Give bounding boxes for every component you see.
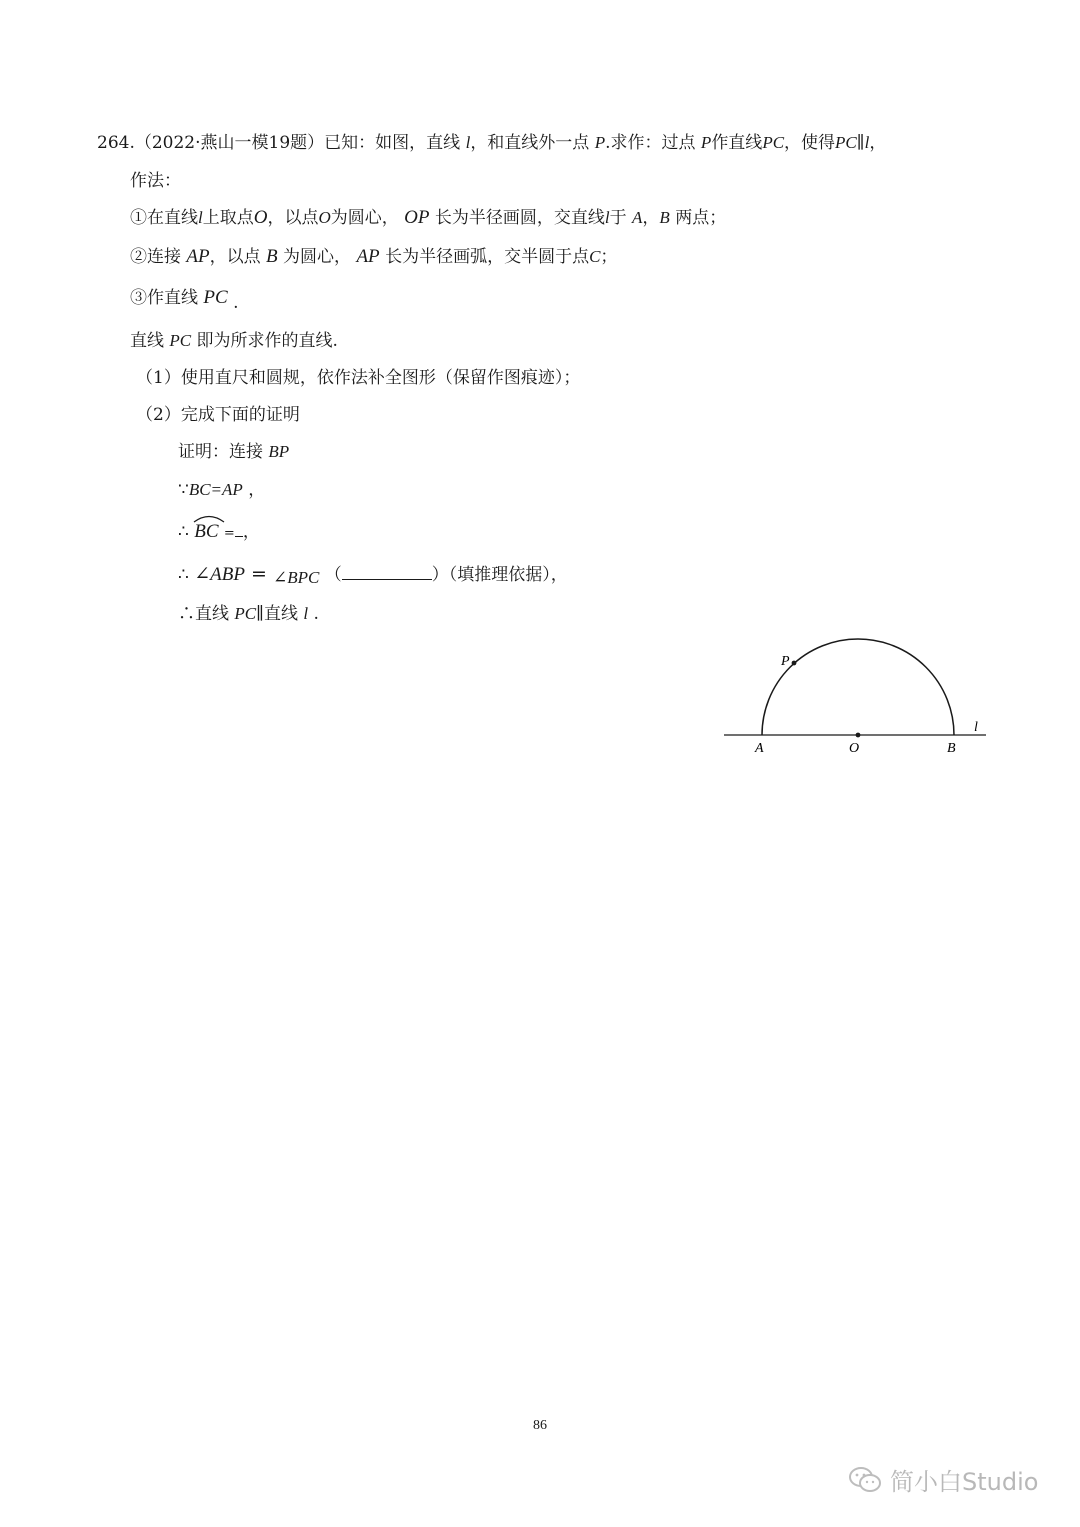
method-step-2 (130, 246, 617, 268)
label-B: B (947, 741, 956, 756)
proof-line-5 (178, 603, 319, 625)
step-text: 长为半径画弧，交半圆于点 (385, 247, 590, 267)
parallel-expr: PC∥ (835, 133, 865, 152)
step-text: ，以点 (209, 247, 261, 267)
angle-BPC: ∠BPC (272, 568, 320, 587)
therefore-symbol: ∴ (178, 522, 189, 542)
method-step-1 (130, 207, 726, 229)
step-text: 于 (609, 208, 627, 228)
watermark-text: 简小白Studio (890, 1468, 1039, 1496)
proof-line-4 (178, 563, 568, 586)
proof-text: . (313, 604, 319, 624)
angle-ABP: ∠ABP (194, 564, 245, 585)
var-l: l (303, 604, 309, 623)
step-text: 即为所求作的直线. (196, 331, 338, 351)
var-PC: PC (762, 133, 785, 152)
var-P: P (594, 133, 606, 152)
step-text: 直线 (130, 331, 164, 351)
step-text: ③作直线 (130, 288, 198, 308)
arc-label: BC (194, 521, 219, 542)
step-text: ②连接 (130, 247, 181, 267)
arc-bc (194, 521, 218, 543)
method-step-3 (130, 287, 239, 313)
var-A: A (632, 208, 643, 227)
watermark (848, 1462, 1038, 1497)
var-l: l (465, 133, 471, 152)
stem-text: 作直线 (711, 133, 763, 153)
step-text: ； (600, 247, 618, 267)
label-P: P (781, 654, 790, 669)
semicircle-arc (762, 639, 954, 735)
part-2: （2）完成下面的证明 (136, 405, 300, 425)
because-symbol: ∵ (178, 480, 189, 500)
var-C: C (589, 247, 601, 266)
point-O (856, 733, 861, 738)
answer-blank-small[interactable] (235, 526, 243, 537)
var-PC: PC (203, 287, 228, 308)
proof-line-1 (178, 441, 289, 463)
equals-sign: = (223, 526, 235, 541)
equals-sign: = (244, 563, 273, 585)
proof-text: （填推理依据）， (448, 565, 568, 585)
proof-text: 证明：连接 (178, 442, 263, 462)
var-P: P (700, 133, 712, 152)
var-B: B (659, 208, 670, 227)
point-P (792, 661, 797, 666)
answer-blank-reason[interactable] (342, 563, 432, 580)
step-text: ， (642, 208, 660, 228)
step-text: . (233, 293, 239, 313)
step-text: 长为半径画圆，交直线 (434, 208, 605, 228)
var-OP: OP (404, 207, 430, 228)
label-A: A (755, 741, 764, 756)
paren: ） (431, 565, 449, 585)
parallel-expr: PC∥ (234, 604, 264, 623)
step-text: 上取点 (202, 208, 254, 228)
question-number: 264. (97, 133, 135, 153)
var-O: O (318, 208, 331, 227)
stem-text: ， (869, 133, 887, 153)
step-text: 为圆心， (283, 247, 352, 267)
proof-text: ， (242, 522, 260, 542)
var-l: l (864, 133, 870, 152)
proof-line-2 (178, 479, 265, 501)
arc-mark (192, 513, 226, 523)
semicircle-figure (720, 630, 1000, 760)
proof-expr: BC=AP (188, 480, 243, 499)
var-O: O (253, 207, 268, 228)
var-AP: AP (356, 246, 380, 267)
step-text: ①在直线 (130, 208, 198, 228)
proof-line-3 (178, 521, 260, 545)
stem-text: 已知：如图，直线 (324, 133, 461, 153)
var-l: l (604, 208, 610, 227)
paren: （ (324, 565, 342, 585)
var-AP: AP (186, 246, 210, 267)
method-conclusion (130, 330, 338, 352)
var-PC: PC (169, 331, 192, 350)
therefore-symbol: ∴ (178, 565, 189, 585)
proof-text: 直线 (263, 604, 298, 624)
wechat-icon (848, 1466, 882, 1494)
stem-text: ，和直线外一点 (470, 133, 590, 153)
label-O: O (849, 741, 860, 756)
step-text: 为圆心， (330, 208, 399, 228)
question-source: （2022·燕山一模19题） (134, 133, 325, 153)
method-heading: 作法： (130, 171, 181, 191)
question-stem (97, 132, 886, 154)
label-l: l (974, 720, 978, 735)
page-number: 86 (533, 1418, 547, 1433)
var-BP: BP (268, 442, 290, 461)
stem-text: ，使得 (784, 133, 836, 153)
var-l: l (198, 208, 203, 227)
therefore-symbol: ∴ (178, 604, 195, 624)
stem-text: .求作：过点 (605, 133, 696, 153)
proof-text: 直线 (195, 604, 229, 624)
proof-text: ， (248, 480, 266, 500)
step-text: 两点； (675, 208, 727, 228)
var-B: B (266, 246, 278, 267)
step-text: ，以点 (267, 208, 319, 228)
part-1: （1）使用直尺和圆规，依作法补全图形（保留作图痕迹）； (136, 368, 581, 388)
